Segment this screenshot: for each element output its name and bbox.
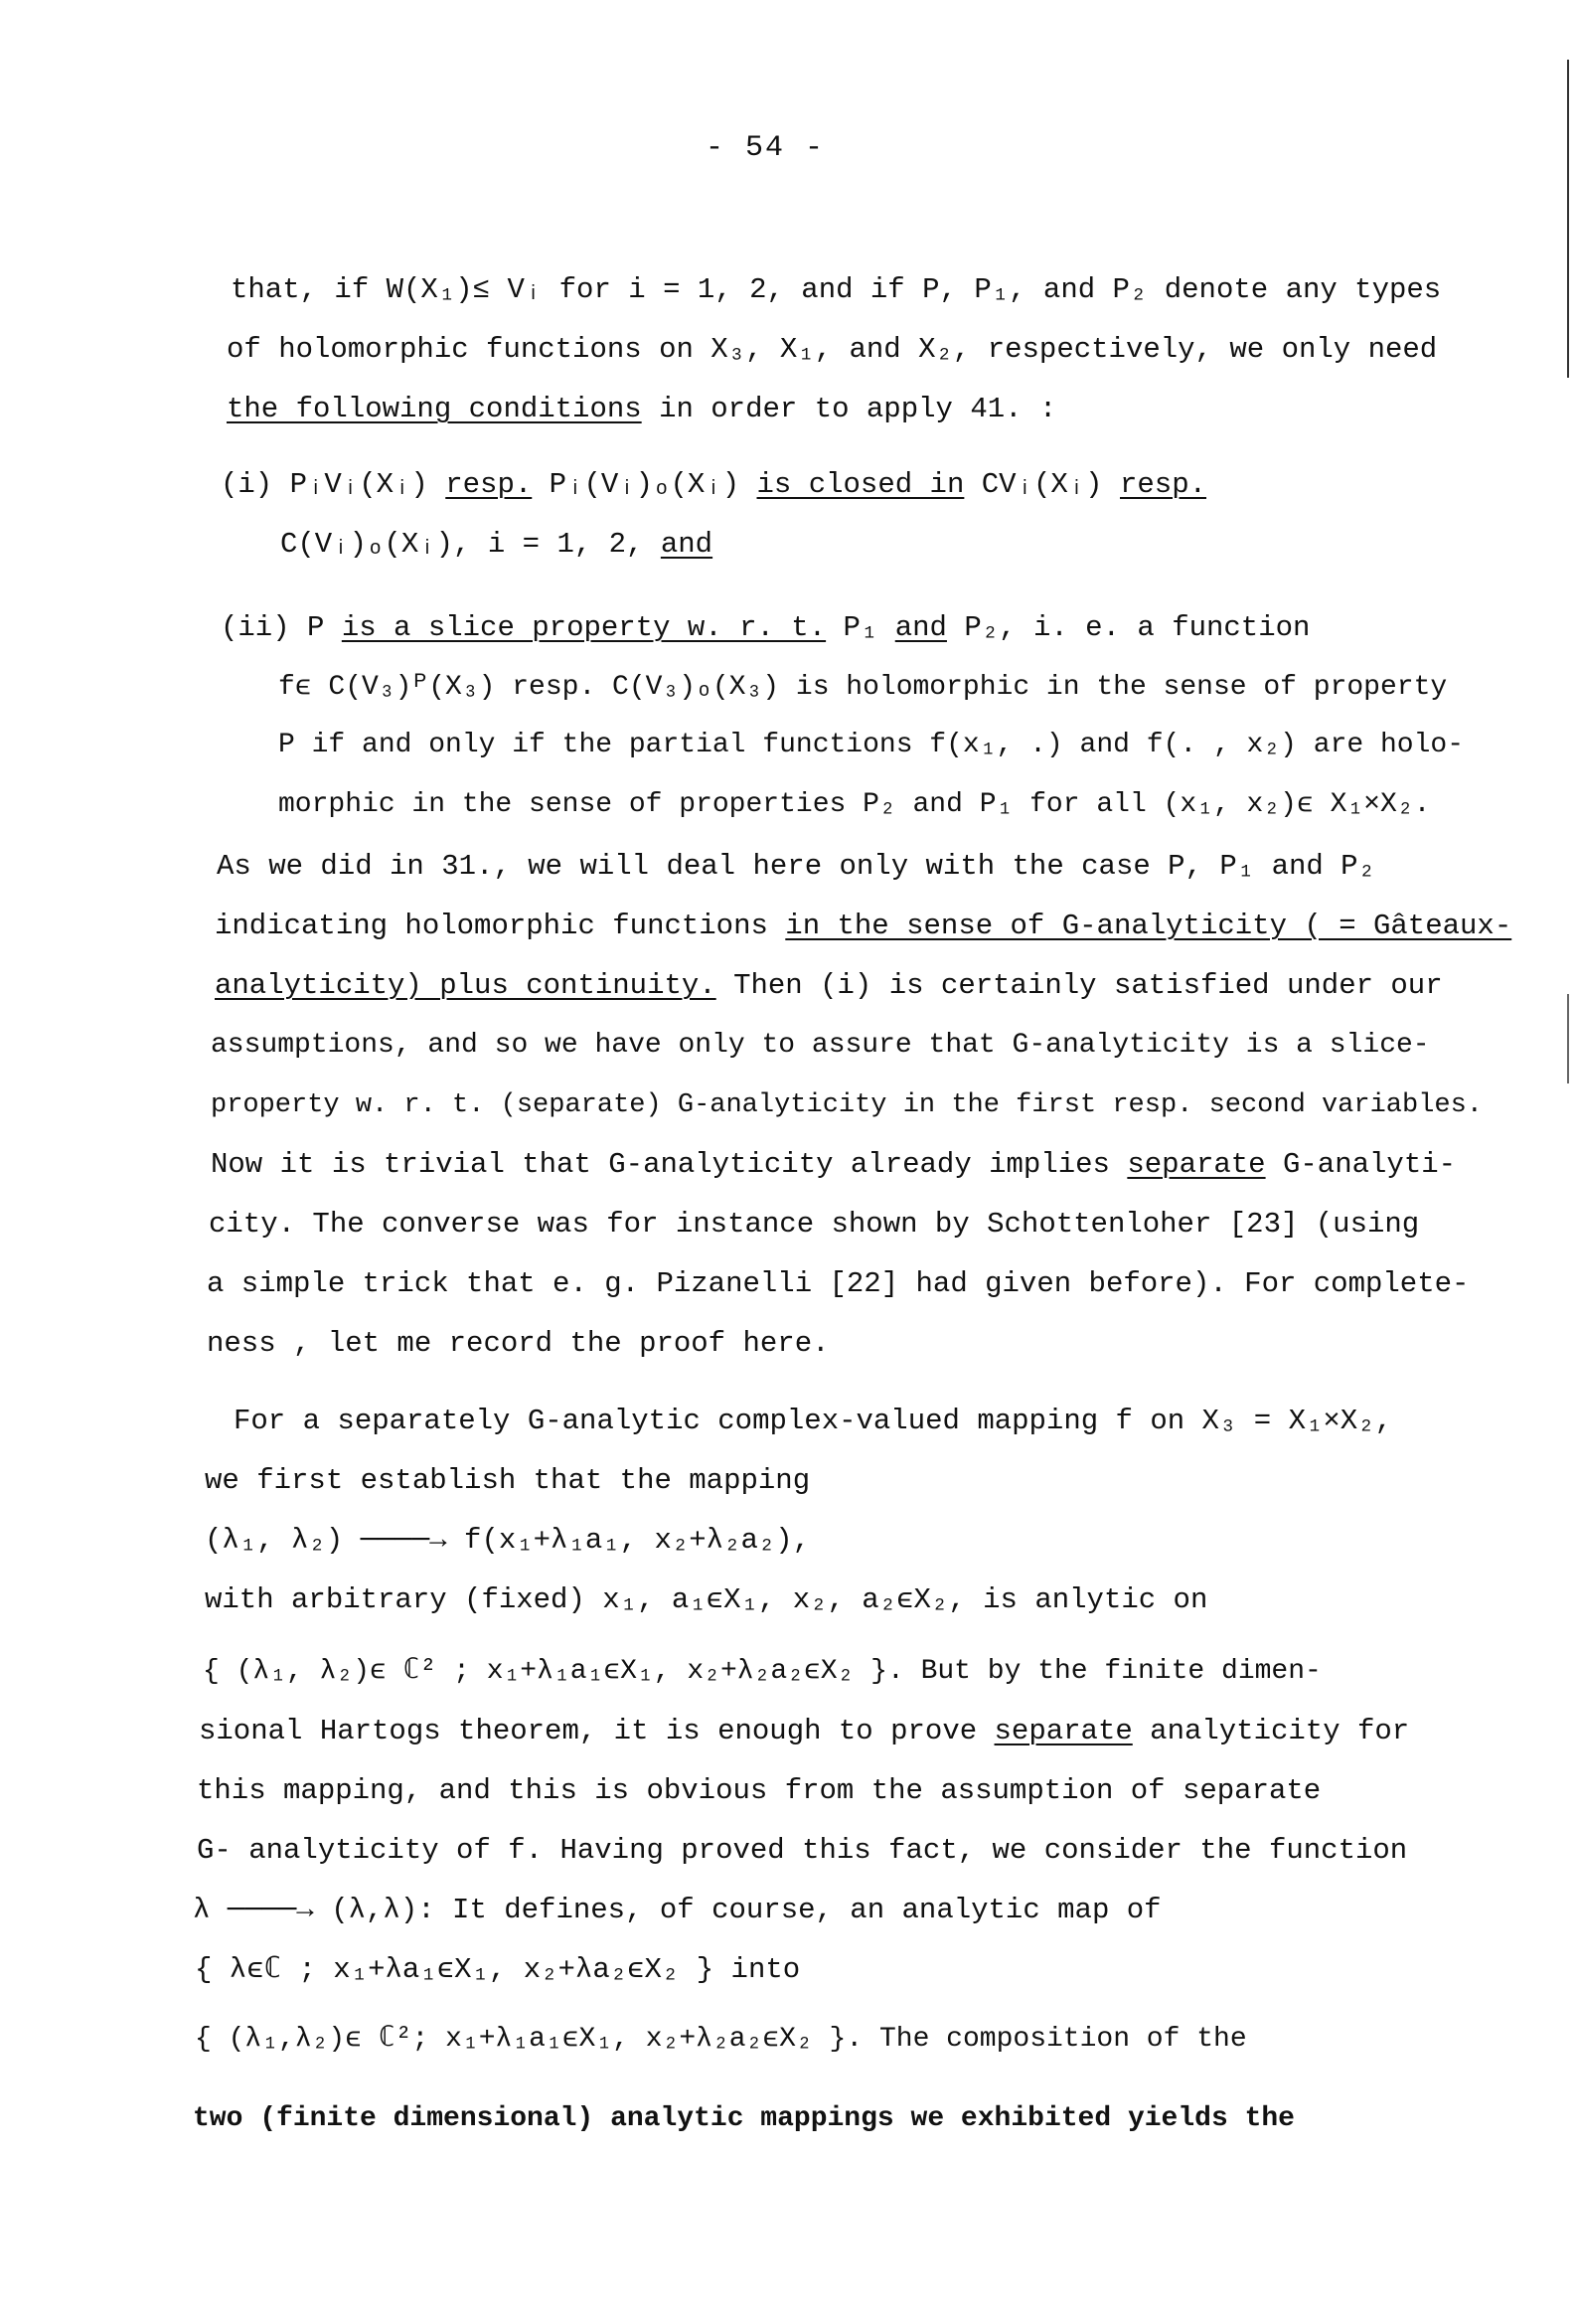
text-line: P if and only if the partial functions f(x₁, .) and f(. , x₂) are holo-: [278, 730, 1464, 760]
text-line: city. The converse was for instance shown by Schottenloher [23] (using: [209, 1208, 1420, 1241]
text-line: For a separately G-analytic complex-valued mapping f on X₃ = X₁×X₂,: [234, 1405, 1392, 1437]
text-line: of holomorphic functions on X₃, X₁, and X₂, respectively, we only need: [227, 333, 1438, 366]
condition-i: (i) PᵢVᵢ(Xᵢ) resp. Pᵢ(Vᵢ)ₒ(Xᵢ) is closed in CVᵢ(Xᵢ) resp.: [221, 468, 1207, 501]
text-line: { λϵℂ ; x₁+λa₁ϵX₁, x₂+λa₂ϵX₂ } into: [195, 1953, 801, 1986]
text-line: the following conditions in order to apply 41. :: [227, 393, 1057, 425]
text-line: λ ────→ (λ,λ): It defines, of course, an analytic map of: [193, 1894, 1162, 1926]
text-line: C(Vᵢ)ₒ(Xᵢ), i = 1, 2, and: [280, 528, 713, 561]
text-line: assumptions, and so we have only to assure that G-analyticity is a slice-: [211, 1030, 1430, 1061]
text-line: { (λ₁, λ₂)ϵ ℂ² ; x₁+λ₁a₁ϵX₁, x₂+λ₂a₂ϵX₂ }. But by the finite dimen-: [203, 1656, 1322, 1687]
text-line: { (λ₁,λ₂)ϵ ℂ²; x₁+λ₁a₁ϵX₁, x₂+λ₂a₂ϵX₂ }. The composition of the: [195, 2024, 1247, 2055]
text-line: sional Hartogs theorem, it is enough to prove separate analyticity for: [199, 1715, 1410, 1747]
text-line: a simple trick that e. g. Pizanelli [22] had given before). For complete-: [207, 1267, 1470, 1300]
text-line: with arbitrary (fixed) x₁, a₁ϵX₁, x₂, a₂ϵX₂, is anlytic on: [205, 1583, 1208, 1616]
text-line: property w. r. t. (separate) G-analyticity in the first resp. second variables.: [211, 1090, 1484, 1120]
text-line: indicating holomorphic functions in the sense of G-analyticity ( = Gâteaux-: [215, 910, 1512, 942]
text-line: this mapping, and this is obvious from the assumption of separate: [197, 1774, 1322, 1807]
text-line: ness , let me record the proof here.: [207, 1327, 830, 1360]
text-line: morphic in the sense of properties P₂ and P₁ for all (x₁, x₂)ϵ X₁×X₂.: [278, 789, 1431, 820]
condition-ii: (ii) P is a slice property w. r. t. P₁ and P₂, i. e. a function: [221, 611, 1311, 644]
text-line: that, if W(X₁)≤ Vᵢ for i = 1, 2, and if P, P₁, and P₂ denote any types: [231, 273, 1442, 306]
text-line: G- analyticity of f. Having proved this fact, we consider the function: [197, 1834, 1408, 1867]
page-edge-mark: [1567, 994, 1569, 1083]
text-line: Now it is trivial that G-analyticity already implies separate G-analyti-: [211, 1148, 1457, 1181]
text-line: two (finite dimensional) analytic mappings we exhibited yields the: [193, 2103, 1295, 2134]
page-number: - 54 -: [705, 131, 826, 165]
text-line: As we did in 31., we will deal here only with the case P, P₁ and P₂: [217, 850, 1375, 883]
text-line: analyticity) plus continuity. Then (i) is certainly satisfied under our: [215, 969, 1443, 1002]
text-line: we first establish that the mapping: [205, 1464, 811, 1497]
text-line: fϵ C(V₃)ᴾ(X₃) resp. C(V₃)ₒ(X₃) is holomorphic in the sense of property: [278, 672, 1448, 703]
text-line: (λ₁, λ₂) ────→ f(x₁+λ₁a₁, x₂+λ₂a₂),: [205, 1524, 811, 1557]
page-edge-line: [1567, 60, 1569, 378]
